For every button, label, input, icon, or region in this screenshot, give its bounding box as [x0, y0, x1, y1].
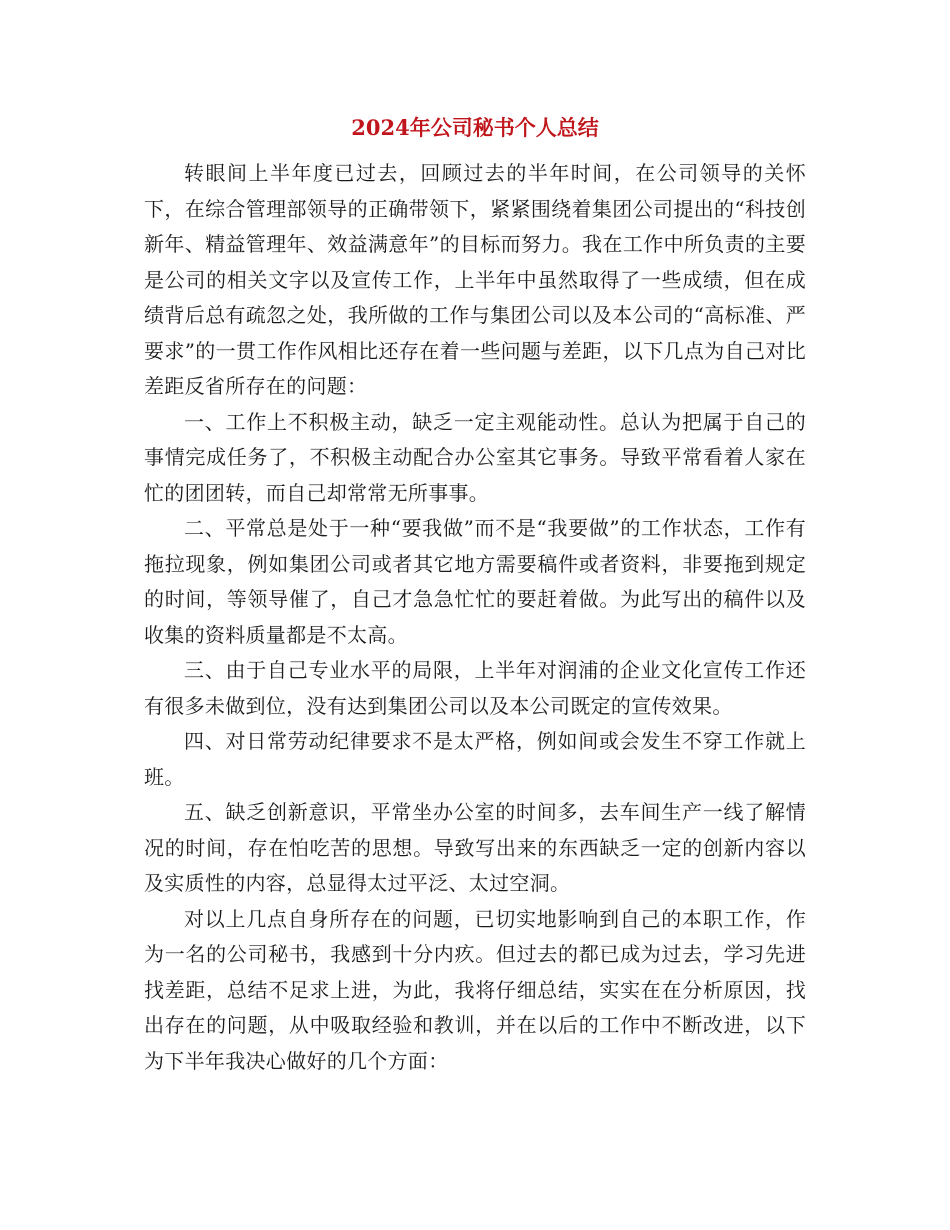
paragraph-problem-4: 四、对日常劳动纪律要求不是太严格，例如间或会发生不穿工作就上班。: [144, 729, 806, 789]
document-title: 2024年公司秘书个人总结: [351, 115, 599, 140]
paragraph-problem-5: 五、缺乏创新意识，平常坐办公室的时间多，去车间生产一线了解情况的时间，存在怕吃苦的思想。导致写出来的东西缺乏一定的创新内容以及实质性的内容，总显得太过平泛、太过空洞。: [144, 800, 806, 895]
document-body: [144, 156, 806, 1079]
paragraph-conclusion: 对以上几点自身所存在的问题，已切实地影响到自己的本职工作，作为一名的公司秘书，我感到十分内疚。但过去的都已成为过去，学习先进找差距，总结不足求上进，为此，我将仔细总结，实实在在分析原因，找出存在的问题，从中吸取经验和教训，并在以后的工作中不断改进，以下为下半年我决心做好的几个方面：: [144, 906, 806, 1073]
paragraph-problem-1: 一、工作上不积极主动，缺乏一定主观能动性。总认为把属于自己的事情完成任务了，不积极主动配合办公室其它事务。导致平常看着人家在忙的团团转，而自己却常常无所事事。: [144, 409, 806, 505]
paragraph-intro: 转眼间上半年度已过去，回顾过去的半年时间，在公司领导的关怀下，在综合管理部领导的正确带领下，紧紧围绕着集团公司提出的“科技创新年、精益管理年、效益满意年”的目标而努力。我在工作中所负责的主要是公司的相关文字以及宣传工作，上半年中虽然取得了一些成绩，但在成绩背后总有疏忽之处，我所做的工作与集团公司以及本公司的“高标准、严要求”的一贯工作作风相比还存在着一些问题与差距，以下几点为自己对比差距反省所存在的问题：: [144, 161, 806, 398]
paragraph-problem-3: 三、由于自己专业水平的局限，上半年对润浦的企业文化宣传工作还有很多未做到位，没有达到集团公司以及本公司既定的宣传效果。: [144, 658, 806, 718]
paragraph-problem-2: 二、平常总是处于一种“要我做”而不是“我要做”的工作状态，工作有拖拉现象，例如集团公司或者其它地方需要稿件或者资料，非要拖到规定的时间，等领导催了，自己才急急忙忙的要赶着做。为此写出的稿件以及收集的资料质量都是不太高。: [144, 516, 806, 647]
